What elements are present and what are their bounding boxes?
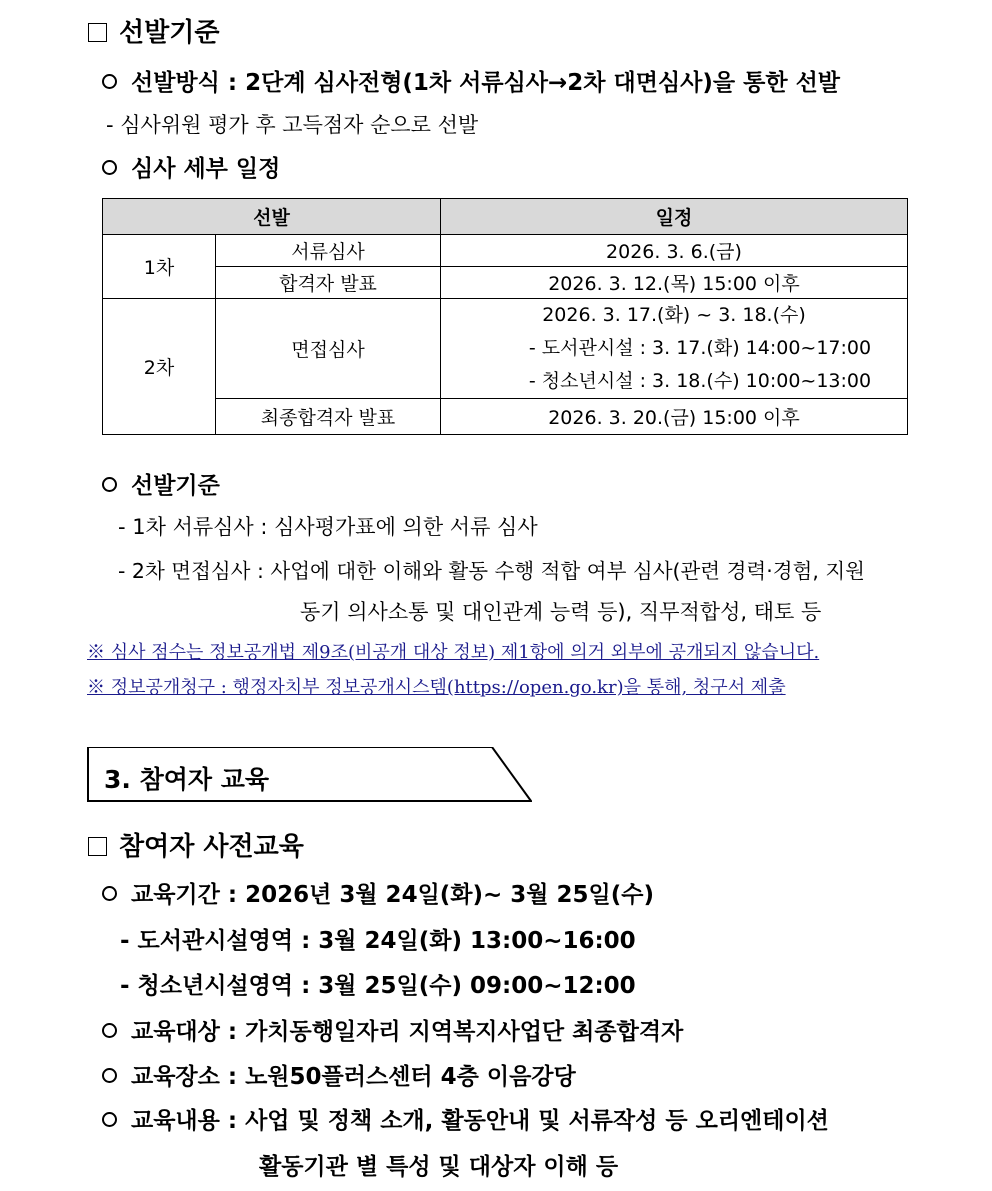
circle-bullet-icon	[102, 1023, 117, 1038]
round-cell: 1차	[103, 235, 216, 299]
circle-bullet-icon	[102, 1112, 117, 1127]
schedule-table	[102, 198, 908, 435]
note-confidential: ※ 심사 점수는 정보공개법 제9조(비공개 대상 정보) 제1항에 의거 외부에 공개되지 않습니다.	[87, 642, 820, 663]
period-sub: - 도서관시설영역 : 3월 24일(화) 13:00~16:00	[120, 928, 636, 954]
criteria-heading	[102, 467, 220, 500]
checkbox-square-icon	[88, 23, 107, 42]
note-disclosure[interactable]: ※ 정보공개청구 : 행정자치부 정보공개시스템(https://open.go.kr)을 통해, 청구서 제출	[87, 677, 786, 698]
circle-bullet-icon	[102, 74, 117, 89]
period-line: 교육기간 : 2026년 3월 24일(화)~ 3월 25일(수)	[102, 876, 654, 909]
content-line: 교육내용 : 사업 및 정책 소개, 활동안내 및 서류작성 등 오리엔테이션	[102, 1102, 829, 1135]
circle-bullet-icon	[102, 1068, 117, 1083]
section-banner-title: 3. 참여자 교육	[104, 765, 270, 794]
circle-bullet-icon	[102, 886, 117, 901]
checkbox-square-icon	[88, 837, 107, 856]
content-value-continued: 활동기관 별 특성 및 대상자 이해 등	[259, 1154, 619, 1180]
date-line: - 도서관시설 : 3. 17.(화) 14:00~17:00	[528, 337, 872, 359]
date-line: 2026. 3. 17.(화) ~ 3. 18.(수)	[542, 304, 806, 326]
place-label: 교육장소	[131, 1064, 220, 1090]
table-header-row	[103, 199, 908, 235]
education-heading	[88, 826, 304, 863]
criteria-item: - 2차 면접심사 : 사업에 대한 이해와 활동 수행 적합 여부 심사(관련 경력·경험, 지원	[118, 559, 865, 583]
date-cell: 2026. 3. 6.(금)	[441, 235, 908, 267]
criteria-label: 선발기준	[131, 473, 220, 499]
header-cell-selection: 선발	[103, 199, 441, 235]
table-row	[103, 235, 908, 267]
target-value: 가치동행일자리 지역복지사업단 최종합격자	[245, 1019, 684, 1045]
item-cell: 합격자 발표	[216, 267, 441, 299]
schedule-label: 심사 세부 일정	[131, 156, 281, 182]
table-row	[103, 399, 908, 435]
method-label: 선발방식	[131, 70, 220, 96]
education-title: 참여자 사전교육	[119, 832, 304, 862]
place-value: 노원50플러스센터 4층 이음강당	[245, 1064, 576, 1090]
circle-bullet-icon	[102, 477, 117, 492]
table-row	[103, 299, 908, 399]
date-cell: 2026. 3. 12.(목) 15:00 이후	[441, 267, 908, 299]
content-value: 사업 및 정책 소개, 활동안내 및 서류작성 등 오리엔테이션	[245, 1108, 829, 1134]
schedule-heading	[102, 150, 280, 183]
target-label: 교육대상	[131, 1019, 220, 1045]
section-heading	[88, 12, 219, 49]
method-value: 2단계 심사전형(1차 서류심사→2차 대면심사)을 통한 선발	[245, 70, 841, 96]
method-line: 선발방식 : 2단계 심사전형(1차 서류심사→2차 대면심사)을 통한 선발	[102, 64, 840, 97]
content-label: 교육내용	[131, 1108, 220, 1134]
round-cell: 2차	[103, 299, 216, 435]
period-sub: - 청소년시설영역 : 3월 25일(수) 09:00~12:00	[120, 973, 636, 999]
item-cell: 서류심사	[216, 235, 441, 267]
criteria-item: 동기 의사소통 및 대인관계 능력 등), 직무적합성, 태토 등	[300, 600, 822, 624]
date-line: - 청소년시설 : 3. 18.(수) 10:00~13:00	[528, 370, 872, 392]
item-cell: 최종합격자 발표	[216, 399, 441, 435]
table-row	[103, 267, 908, 299]
period-value: 2026년 3월 24일(화)~ 3월 25일(수)	[245, 882, 655, 908]
date-cell	[441, 299, 908, 399]
target-line: 교육대상 : 가치동행일자리 지역복지사업단 최종합격자	[102, 1013, 683, 1046]
method-detail: - 심사위원 평가 후 고득점자 순으로 선발	[106, 113, 479, 137]
item-cell: 면접심사	[216, 299, 441, 399]
place-line: 교육장소 : 노원50플러스센터 4층 이음강당	[102, 1058, 576, 1091]
circle-bullet-icon	[102, 160, 117, 175]
date-cell: 2026. 3. 20.(금) 15:00 이후	[441, 399, 908, 435]
section-title: 선발기준	[119, 18, 220, 48]
header-cell-schedule: 일정	[441, 199, 908, 235]
criteria-item: - 1차 서류심사 : 심사평가표에 의한 서류 심사	[118, 515, 538, 539]
period-label: 교육기간	[131, 882, 220, 908]
